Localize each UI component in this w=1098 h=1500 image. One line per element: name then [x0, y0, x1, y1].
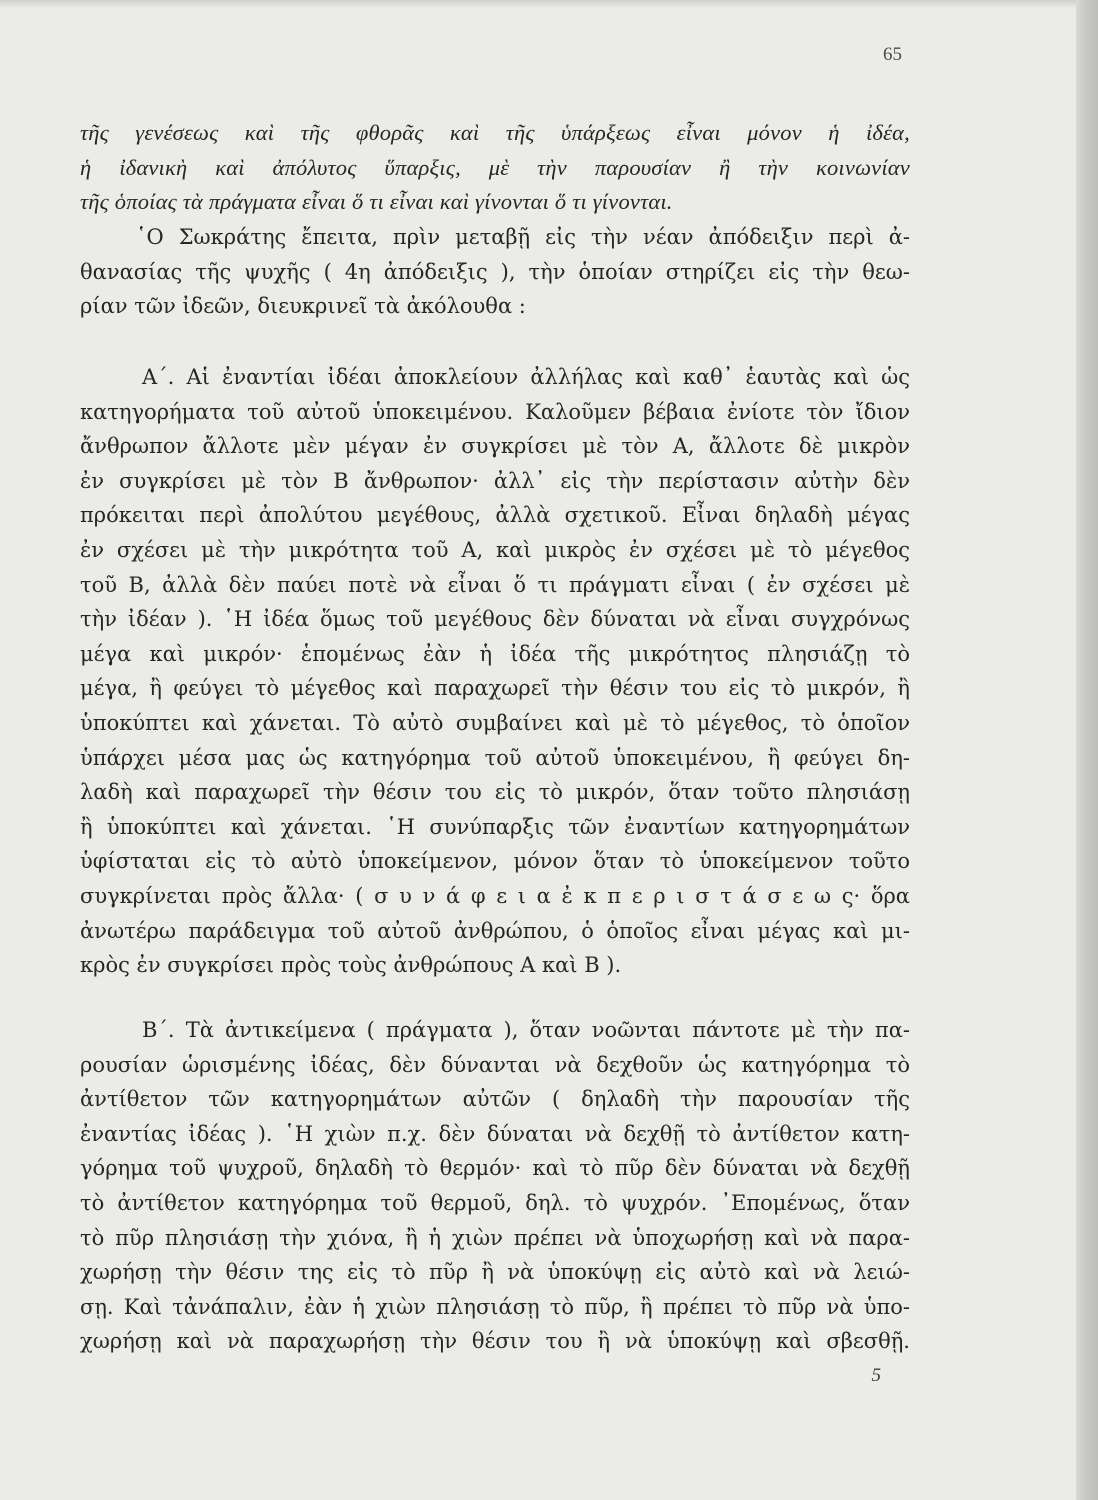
text-line: κρὸς ἐν συγκρίσει πρὸς τοὺς ἀνθρώπους Α καὶ Β ). [80, 953, 622, 978]
text-line: γόρημα τοῦ ψυχροῦ, δηλαδὴ τὸ θερμόν· καὶ τὸ πῦρ δὲν δύναται νὰ δεχθῇ [80, 1156, 910, 1181]
text-line: ἄνθρωπον ἄλλοτε μὲν μέγαν ἐν συγκρίσει μὲ τὸν Α, ἄλλοτε δὲ μικρὸν [80, 434, 910, 459]
text-line: τῆς ὁποίας τὰ πράγματα εἶναι ὅ τι εἶναι καὶ γίνονται ὅ τι γίνονται. [80, 189, 673, 215]
page-top-shadow [0, 0, 1086, 8]
text-line: λαδὴ καὶ παραχωρεῖ τὴν θέσιν του εἰς τὸ μικρόν, ὅταν τοῦτο πλησιάσῃ [80, 780, 910, 805]
text-line: ἐναντίας ἰδέας ). ῾Η χιὼν π.χ. δὲν δύναται νὰ δεχθῇ τὸ ἀντίθετον κατη- [80, 1121, 910, 1146]
text-line: συγκρίνεται πρὸς ἄλλα· ( σ υ ν ά φ ε ι α ἐ κ π ε ρ ι σ τ ά σ ε ω ς· ὅρα [80, 883, 910, 908]
text-line: τῆς γενέσεως καὶ τῆς φθορᾶς καὶ τῆς ὑπάρξεως εἶναι μόνον ἡ ἰδέα, [80, 120, 910, 145]
text-line: Α΄. Αἱ ἐναντίαι ἰδέαι ἀποκλείουν ἀλλήλας καὶ καθ᾽ ἑαυτὰς καὶ ὡς [142, 365, 910, 389]
text-line: σῃ. Καὶ τἀνάπαλιν, ἐὰν ἡ χιὼν πλησιάσῃ τὸ πῦρ, ἢ πρέπει τὸ πῦρ νὰ ὑπο- [80, 1294, 910, 1319]
text-line: ῾Ο Σωκράτης ἔπειτα, πρὶν μεταβῇ εἰς τὴν νέαν ἀπόδειξιν περὶ ἀ- [136, 225, 910, 249]
text-line: πρόκειται περὶ ἀπολύτου μεγέθους, ἀλλὰ σχετικοῦ. Εἶναι δηλαδὴ μέγας [80, 503, 910, 528]
text-line: ὑπάρχει μέσα μας ὡς κατηγόρημα τοῦ αὐτοῦ ὑποκειμένου, ἢ φεύγει δη- [80, 745, 910, 770]
page-edge [1076, 0, 1098, 1500]
text-line: χωρήσῃ καὶ νὰ παραχωρήσῃ τὴν θέσιν του ἢ νὰ ὑποκύψῃ καὶ σβεσθῇ. [80, 1329, 910, 1354]
text-line: ρίαν τῶν ἰδεῶν, διευκρινεῖ τὰ ἀκόλουθα : [80, 294, 526, 319]
text-line: ὑφίσταται εἰς τὸ αὐτὸ ὑποκείμενον, μόνον ὅταν τὸ ὑποκείμενον τοῦτο [80, 849, 910, 874]
text-line: ἐν σχέσει μὲ τὴν μικρότητα τοῦ Α, καὶ μικρὸς ἐν σχέσει μὲ τὸ μέγεθος [80, 537, 910, 562]
section-b-paragraph [80, 1013, 910, 1359]
text-line: μέγα καὶ μικρόν· ἑπομένως ἐὰν ἡ ἰδέα τῆς μικρότητος πλησιάζῃ τὸ [80, 641, 910, 666]
text-line: ἐν συγκρίσει μὲ τὸν Β ἄνθρωπον· ἀλλ᾽ εἰς τὴν περίστασιν αὐτὴν δὲν [80, 468, 910, 493]
text-line: Β΄. Τὰ ἀντικείμενα ( πράγματα ), ὅταν νοῶνται πάντοτε μὲ τὴν πα- [142, 1018, 910, 1042]
text-line: ἀντίθετον τῶν κατηγορημάτων αὐτῶν ( δηλαδὴ τὴν παρουσίαν τῆς [80, 1087, 910, 1112]
intro-paragraph [80, 220, 910, 324]
text-line: τὴν ἰδέαν ). ῾Η ἰδέα ὅμως τοῦ μεγέθους δὲν δύναται νὰ εἶναι συγχρόνως [80, 607, 910, 632]
section-a-paragraph [80, 360, 910, 983]
signature-mark: 5 [871, 1365, 881, 1386]
text-line: μέγα, ἢ φεύγει τὸ μέγεθος καὶ παραχωρεῖ τὴν θέσιν του εἰς τὸ μικρόν, ἢ [80, 676, 910, 701]
italic-passage [80, 116, 910, 220]
text-line: τὸ ἀντίθετον κατηγόρημα τοῦ θερμοῦ, δηλ. τὸ ψυχρόν. ᾿Επομένως, ὅταν [80, 1190, 910, 1215]
text-line: τοῦ Β, ἀλλὰ δὲν παύει ποτὲ νὰ εἶναι ὅ τι πράγματι εἶναι ( ἐν σχέσει μὲ [80, 572, 910, 597]
text-line: κατηγορήματα τοῦ αὐτοῦ ὑποκειμένου. Καλοῦμεν βέβαια ἐνίοτε τὸν ἴδιον [80, 399, 910, 424]
text-line: τὸ πῦρ πλησιάσῃ τὴν χιόνα, ἢ ἡ χιὼν πρέπει νὰ ὑποχωρήσῃ καὶ νὰ παρα- [80, 1225, 910, 1250]
text-line: ἢ ὑποκύπτει καὶ χάνεται. ῾Η συνύπαρξις τῶν ἐναντίων κατηγορημάτων [80, 814, 910, 839]
text-line: ἡ ἰδανικὴ καὶ ἀπόλυτος ὕπαρξις, μὲ τὴν παρουσίαν ἢ τὴν κοινωνίαν [80, 154, 910, 180]
text-line: ὑποκύπτει καὶ χάνεται. Τὸ αὐτὸ συμβαίνει καὶ μὲ τὸ μέγεθος, τὸ ὁποῖον [80, 710, 910, 735]
text-line: ἀνωτέρω παράδειγμα τοῦ αὐτοῦ ἀνθρώπου, ὁ ὁποῖος εἶναι μέγας καὶ μι- [80, 918, 910, 943]
text-line: χωρήσῃ τὴν θέσιν της εἰς τὸ πῦρ ἢ νὰ ὑποκύψῃ εἰς αὐτὸ καὶ νὰ λειώ- [80, 1260, 910, 1285]
page-number: 65 [883, 44, 902, 65]
text-line: ρουσίαν ὡρισμένης ἰδέας, δὲν δύνανται νὰ δεχθοῦν ὡς κατηγόρημα τὸ [80, 1052, 910, 1077]
text-line: θανασίας τῆς ψυχῆς ( 4η ἀπόδειξις ), τὴν ὁποίαν στηρίζει εἰς τὴν θεω- [80, 259, 910, 284]
